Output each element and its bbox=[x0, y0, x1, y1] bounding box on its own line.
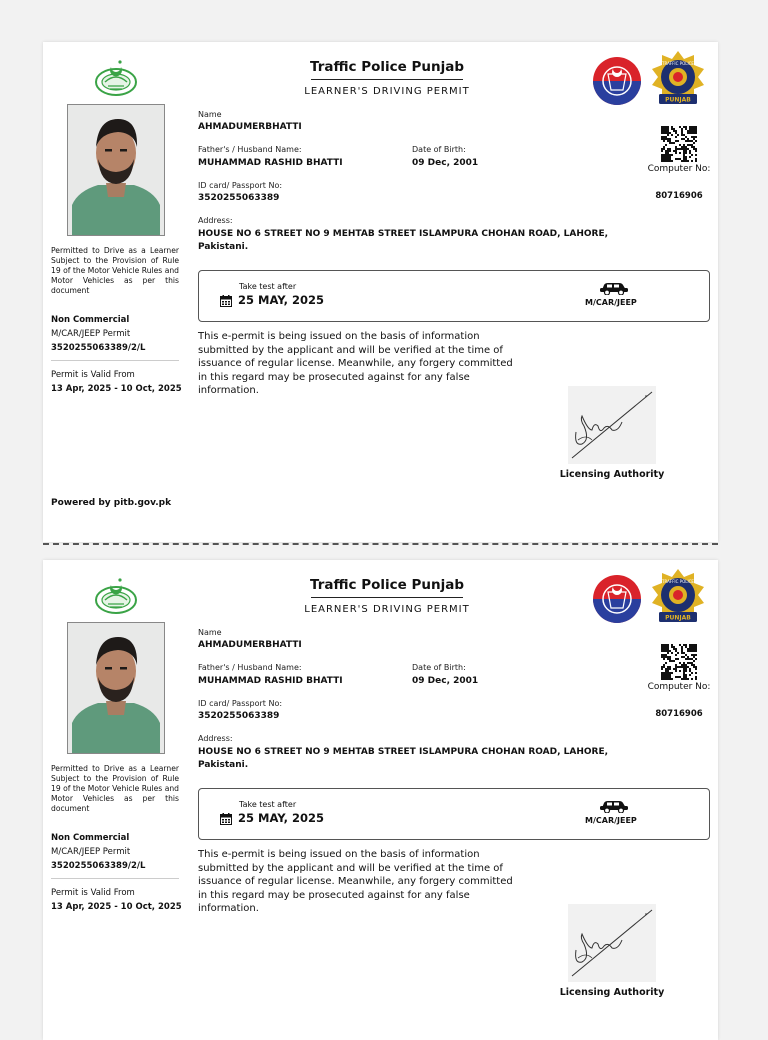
father-label: Father's / Husband Name: bbox=[198, 663, 302, 672]
id-label: ID card/ Passport No: bbox=[198, 699, 283, 708]
punjab-govt-logo-icon bbox=[93, 58, 139, 98]
cut-line-divider bbox=[43, 543, 718, 545]
person-photo-icon bbox=[68, 623, 164, 753]
address: HOUSE NO 6 STREET NO 9 MEHTAB STREET ISLAMPURA CHOHAN ROAD, LAHORE, Pakistani. bbox=[198, 229, 609, 252]
take-test-box bbox=[198, 270, 710, 322]
document-subtitle: LEARNER'S DRIVING PERMIT bbox=[304, 86, 470, 97]
date-of-birth: 09 Dec, 2001 bbox=[412, 158, 479, 168]
permit-card-2 bbox=[43, 560, 718, 1040]
badge-text: PUNJAB bbox=[665, 96, 691, 104]
address: HOUSE NO 6 STREET NO 9 MEHTAB STREET ISLAMPURA CHOHAN ROAD, LAHORE, Pakistani. bbox=[198, 747, 609, 770]
computer-number: 80716906 bbox=[655, 709, 703, 719]
father-name: MUHAMMAD RASHID BHATTI bbox=[198, 676, 343, 686]
left-column-divider bbox=[51, 878, 179, 879]
date-of-birth: 09 Dec, 2001 bbox=[412, 676, 479, 686]
traffic-police-punjab-badge-icon bbox=[651, 50, 705, 108]
police-emblem-icon bbox=[592, 574, 642, 624]
car-icon bbox=[599, 799, 629, 813]
title-underline bbox=[311, 597, 463, 598]
licensing-authority-label: Licensing Authority bbox=[559, 987, 665, 998]
punjab-govt-logo-icon bbox=[93, 576, 139, 616]
car-icon bbox=[599, 281, 629, 295]
permit-number: 3520255063389/2/L bbox=[51, 343, 146, 353]
signature-icon bbox=[568, 386, 656, 464]
validity-label: Permit is Valid From bbox=[51, 888, 135, 898]
person-photo-icon bbox=[68, 105, 164, 235]
id-number: 3520255063389 bbox=[198, 193, 280, 203]
address-label: Address: bbox=[198, 734, 233, 743]
id-label: ID card/ Passport No: bbox=[198, 181, 283, 190]
take-test-date: 25 MAY, 2025 bbox=[238, 811, 325, 825]
name-label: Name bbox=[198, 110, 222, 119]
signature-image bbox=[568, 386, 656, 464]
non-commercial-label: Non Commercial bbox=[51, 315, 130, 325]
applicant-name: AHMADUMERBHATTI bbox=[198, 122, 302, 132]
signature-image bbox=[568, 904, 656, 982]
licensing-authority-label: Licensing Authority bbox=[559, 469, 665, 480]
validity-range: 13 Apr, 2025 - 10 Oct, 2025 bbox=[51, 902, 182, 912]
dob-label: Date of Birth: bbox=[412, 663, 466, 672]
disclaimer-text: This e-permit is being issued on the basis of information submitted by the applicant and will be verified at the time of issuance of regular license. Meanwhile, any forgery committed in this regard may be prosecuted against for any false information. bbox=[198, 849, 513, 914]
badge-top-text: TRAFFIC POLICE bbox=[662, 579, 694, 584]
take-test-label: Take test after bbox=[239, 800, 297, 809]
father-name: MUHAMMAD RASHID BHATTI bbox=[198, 158, 343, 168]
title-underline bbox=[311, 79, 463, 80]
permit-note: Permitted to Drive as a Learner Subject to the Provision of Rule 19 of the Motor Vehicle Rules and Motor Vehicles as per this document bbox=[51, 764, 179, 813]
dob-label: Date of Birth: bbox=[412, 145, 466, 154]
id-number: 3520255063389 bbox=[198, 711, 280, 721]
police-emblem-icon bbox=[592, 56, 642, 106]
calendar-icon bbox=[220, 295, 232, 307]
name-label: Name bbox=[198, 628, 222, 637]
badge-top-text: TRAFFIC POLICE bbox=[662, 61, 694, 66]
permit-number: 3520255063389/2/L bbox=[51, 861, 146, 871]
qr-code-icon bbox=[661, 644, 697, 680]
applicant-photo bbox=[67, 104, 165, 236]
take-test-date: 25 MAY, 2025 bbox=[238, 293, 325, 307]
document-subtitle: LEARNER'S DRIVING PERMIT bbox=[304, 604, 470, 615]
badge-text: PUNJAB bbox=[665, 614, 691, 622]
left-column-divider bbox=[51, 360, 179, 361]
computer-number: 80716906 bbox=[655, 191, 703, 201]
take-test-label: Take test after bbox=[239, 282, 297, 291]
father-label: Father's / Husband Name: bbox=[198, 145, 302, 154]
vehicle-class: M/CAR/JEEP bbox=[585, 816, 637, 825]
computer-no-label: Computer No: bbox=[647, 682, 711, 692]
permit-card-1 bbox=[43, 42, 718, 542]
address-label: Address: bbox=[198, 216, 233, 225]
permit-type: M/CAR/JEEP Permit bbox=[51, 847, 131, 857]
signature-icon bbox=[568, 904, 656, 982]
permit-type: M/CAR/JEEP Permit bbox=[51, 329, 131, 339]
applicant-name: AHMADUMERBHATTI bbox=[198, 640, 302, 650]
disclaimer-text: This e-permit is being issued on the basis of information submitted by the applicant and will be verified at the time of issuance of regular license. Meanwhile, any forgery committed in this regard may be prosecuted against for any false information. bbox=[198, 331, 513, 396]
traffic-police-punjab-badge-icon bbox=[651, 568, 705, 626]
computer-no-label: Computer No: bbox=[647, 164, 711, 174]
validity-range: 13 Apr, 2025 - 10 Oct, 2025 bbox=[51, 384, 182, 394]
issuer-title: Traffic Police Punjab bbox=[309, 577, 465, 593]
permit-note: Permitted to Drive as a Learner Subject to the Provision of Rule 19 of the Motor Vehicle Rules and Motor Vehicles as per this document bbox=[51, 246, 179, 295]
applicant-photo bbox=[67, 622, 165, 754]
powered-by: Powered by pitb.gov.pk bbox=[51, 498, 172, 508]
take-test-box bbox=[198, 788, 710, 840]
issuer-title: Traffic Police Punjab bbox=[309, 59, 465, 75]
non-commercial-label: Non Commercial bbox=[51, 833, 130, 843]
vehicle-class: M/CAR/JEEP bbox=[585, 298, 637, 307]
validity-label: Permit is Valid From bbox=[51, 370, 135, 380]
qr-code-icon bbox=[661, 126, 697, 162]
calendar-icon bbox=[220, 813, 232, 825]
